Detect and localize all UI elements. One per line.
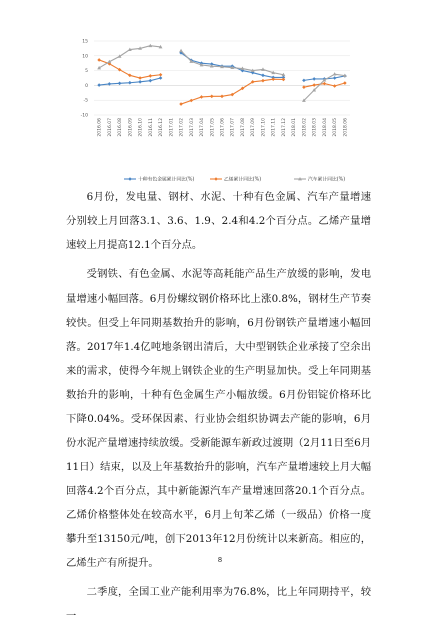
data-point bbox=[159, 73, 163, 77]
x-tick-label: 2016.10 bbox=[138, 118, 144, 137]
x-tick-label: 2017.01 bbox=[169, 118, 175, 137]
data-point bbox=[118, 82, 122, 86]
legend-label: 十种有色金属累计同比(%) bbox=[138, 177, 195, 183]
x-tick-label: 2017.03 bbox=[189, 118, 195, 137]
y-tick-label: 15 bbox=[82, 39, 88, 45]
series-line bbox=[99, 53, 345, 85]
series-line bbox=[99, 46, 345, 101]
series-1 bbox=[97, 51, 346, 87]
x-tick-label: 2018.03 bbox=[312, 118, 318, 137]
legend-label: 乙烯累计同比(%) bbox=[224, 177, 262, 183]
x-tick-label: 2016.07 bbox=[107, 118, 113, 137]
legend-marker bbox=[214, 177, 218, 181]
x-tick-label: 2017.04 bbox=[200, 118, 206, 137]
data-point bbox=[312, 77, 316, 81]
x-tick-label: 2017.09 bbox=[251, 118, 257, 137]
data-point bbox=[200, 95, 204, 99]
x-tick-label: 2018.06 bbox=[343, 118, 349, 137]
series-3 bbox=[97, 44, 347, 102]
chart-gridlines bbox=[94, 41, 350, 115]
x-tick-label: 2017.06 bbox=[220, 118, 226, 137]
data-point bbox=[343, 81, 347, 85]
paragraph-2: 受钢铁、有色金属、水泥等高耗能产品生产放缓的影响，发电量增速小幅回落。6月份螺纹钢价格环比上涨0.8%，钢材生产节奏较快。但受上年同期基数抬升的影响，6月份钢铁产量增速小幅回落。2017年1.4亿吨地条钢出清后，大中型钢铁企业承接了空余出来的需求，使得今年规上钢铁企业的生产明显加快。受上年同期基数抬升的影响，十种有色金属生产小幅放缓。6月份铝锭价格环比下降0.04%。受环保因素、行业协会组织协调去产能的影响，6月份水泥产量增速持续放缓。受新能源车新政过渡期（2月11日至6月11日）结束，以及上年基数抬升的影响，汽车产量增速较上月大幅回落4.2个百分点，其中新能源汽车产量增速回落20.1个百分点。乙烯价格整体处在较高水平，6月上旬苯乙烯（一级品）价格一度攀升至13150元/吨，创下2013年12月份统计以来新高。相应的，乙烯生产有所提升。 bbox=[66, 268, 371, 570]
x-tick-label: 2017.10 bbox=[261, 118, 267, 137]
x-tick-label: 2016.09 bbox=[128, 118, 134, 137]
x-tick-label: 2017.05 bbox=[210, 118, 216, 137]
x-axis-tick-labels bbox=[97, 118, 349, 137]
data-point bbox=[323, 82, 327, 86]
data-point bbox=[220, 95, 224, 99]
x-tick-label: 2016.08 bbox=[118, 118, 124, 137]
legend-marker bbox=[128, 177, 132, 181]
x-tick-label: 2018.04 bbox=[322, 118, 328, 137]
y-tick-label: -10 bbox=[80, 113, 88, 119]
legend-item bbox=[124, 176, 194, 183]
x-tick-label: 2018.01 bbox=[292, 118, 298, 137]
paragraph-3: 二季度，全国工业产能利用率为76.8%，比上年同期持平，较一 bbox=[66, 586, 371, 623]
x-tick-label: 2016.12 bbox=[159, 118, 165, 137]
legend-item bbox=[210, 176, 261, 183]
data-point bbox=[261, 74, 265, 78]
data-point bbox=[261, 79, 265, 83]
y-axis-tick-labels bbox=[81, 39, 88, 119]
y-tick-label: 5 bbox=[85, 69, 88, 75]
x-tick-label: 2017.02 bbox=[179, 118, 185, 137]
data-point bbox=[128, 81, 132, 85]
x-tick-label: 2017.08 bbox=[240, 118, 246, 137]
body-text bbox=[66, 185, 371, 634]
x-tick-label: 2016.06 bbox=[97, 118, 103, 137]
data-point bbox=[179, 49, 183, 52]
data-point bbox=[179, 102, 183, 106]
data-point bbox=[97, 58, 101, 62]
data-point bbox=[302, 85, 306, 89]
data-point bbox=[302, 79, 306, 83]
x-tick-label: 2017.11 bbox=[271, 118, 277, 137]
data-point bbox=[210, 95, 214, 99]
legend-label: 汽车累计同比(%) bbox=[308, 177, 346, 183]
x-tick-label: 2018.05 bbox=[333, 118, 339, 137]
data-point bbox=[159, 76, 163, 80]
data-point bbox=[189, 99, 193, 103]
data-point bbox=[312, 83, 316, 87]
x-tick-label: 2018.02 bbox=[302, 117, 308, 137]
data-point bbox=[333, 84, 337, 88]
data-point bbox=[282, 78, 286, 82]
y-tick-label: 0 bbox=[85, 83, 88, 89]
data-point bbox=[149, 74, 153, 78]
data-point bbox=[333, 76, 337, 80]
legend-item bbox=[294, 176, 345, 183]
y-tick-label: -5 bbox=[83, 98, 88, 104]
chart-legend bbox=[124, 176, 345, 183]
data-point bbox=[149, 79, 153, 83]
y-tick-label: 10 bbox=[82, 54, 88, 60]
data-point bbox=[138, 80, 142, 84]
data-point bbox=[97, 83, 101, 87]
x-tick-label: 2017.12 bbox=[281, 118, 287, 137]
x-tick-label: 2016.11 bbox=[148, 118, 154, 137]
x-tick-label: 2017.07 bbox=[230, 118, 236, 137]
chart-series bbox=[97, 44, 347, 106]
page-number: 8 bbox=[217, 556, 223, 564]
data-point bbox=[138, 76, 142, 80]
paragraph-1: 6月份，发电量、钢材、水泥、十种有色金属、汽车产量增速分别较上月回落3.1、3.6、1.9、2.4和4.2个百分点。乙烯产量增速较上月提高12.1个百分点。 bbox=[66, 191, 371, 252]
